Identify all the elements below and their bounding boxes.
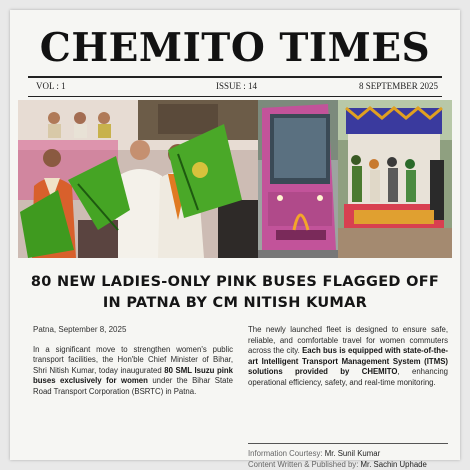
article-credits <box>248 443 448 470</box>
pink-bus-image <box>258 100 338 258</box>
paragraph-2-bold: Each bus is equipped with state-of-the-art Intelligent Transport Management System (ITMS) solutions provided by CHEMITO <box>248 346 448 377</box>
written-by-label: Content Written & Published by: <box>248 459 361 469</box>
issue-date: 8 SEPTEMBER 2025 <box>358 81 438 91</box>
flag-off-ceremony-image <box>18 100 258 258</box>
info-courtesy-label: Information Courtesy: <box>248 449 325 458</box>
paragraph-1-bold: 80 SML Isuzu pink buses exclusively for women <box>33 365 233 386</box>
news-photo-collage <box>18 100 452 258</box>
paragraph-1-text-c: under the Bihar State Road Transport Corporation (BSRTC) in Patna. <box>33 376 233 396</box>
paragraph-2-text-c: , enhancing operational efficiency, safety, and real-time monitoring. <box>248 367 448 387</box>
article-paragraph-2 <box>248 325 448 389</box>
masthead-rule-bottom <box>28 96 442 97</box>
paragraph-2-text-a: The newly launched fleet is designed to ensure safe, reliable, and comfortable travel for women commuters across the city. <box>248 325 448 356</box>
volume-label: VOL : 1 <box>36 81 66 91</box>
masthead-title: CHEMITO TIMES <box>39 25 431 71</box>
info-courtesy-line <box>248 449 448 460</box>
headline-line-1: 80 NEW LADIES-ONLY PINK BUSES FLAGGED OFF <box>30 274 440 290</box>
written-by-name: Mr. Sachin Uphade <box>360 459 427 469</box>
article-dateline: Patna, September 8, 2025 <box>33 325 127 334</box>
article-column-right <box>248 325 448 389</box>
written-by-line <box>248 460 448 470</box>
stage-event-image <box>338 100 452 258</box>
article-headline <box>24 272 446 314</box>
paragraph-1-text-a: In a significant move to strengthen women's public transport facilities, the Hon'ble Chief Minister of Bihar, Shri Nitish Kumar, today inaugurated <box>33 344 233 375</box>
article-paragraph-1 <box>33 345 233 398</box>
masthead-rule-top <box>28 76 442 78</box>
newspaper-page <box>10 10 460 469</box>
issue-label: ISSUE : 14 <box>216 81 258 91</box>
article-column-left <box>33 325 233 398</box>
info-courtesy-name: Mr. Sunil Kumar <box>324 449 381 458</box>
headline-line-2: IN PATNA BY CM NITISH KUMAR <box>102 295 368 311</box>
